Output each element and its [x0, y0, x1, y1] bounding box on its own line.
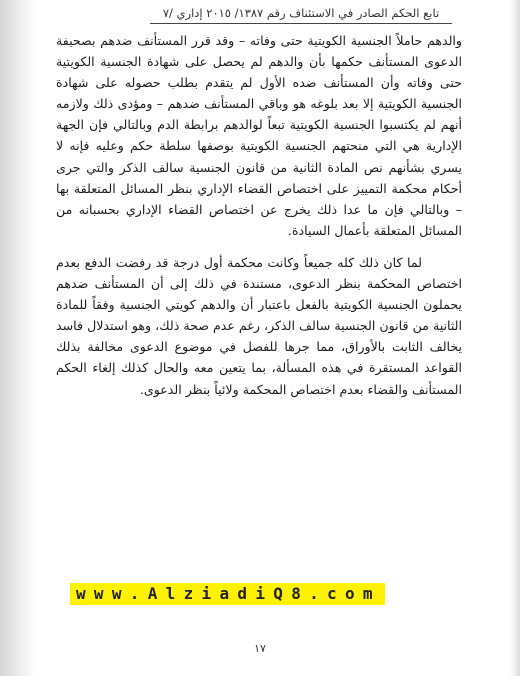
scan-shadow-left	[0, 0, 38, 676]
page-number: ١٧	[254, 642, 266, 655]
scan-shadow-right	[510, 0, 520, 676]
page-header: تابع الحكم الصادر في الاستئناف رقم ١٣٨٧/ ٢٠١٥ إداري /٧	[150, 6, 452, 24]
paragraph-2: لما كان ذلك كله جميعاً وكانت محكمة أول درجة قد رفضت الدفع بعدم اختصاص المحكمة بنظر الدعوى، مستندة في ذلك إلى أن المستأنف ضدهم يحملون الجنسية الكويتية بالفعل باعتبار أن والدهم كويتي الجنسية وفقاً للمادة الثانية من قانون الجنسية سالف الذكر، رغم عدم صحة ذلك، وهو استدلال فاسد يخالف الثابت بالأوراق، مما جرها للفصل في موضوع الدعوى مخالفة بذلك القواعد المستقرة في هذه المسألة، بما يتعين معه والحال كذلك إلغاء الحكم المستأنف والقضاء بعدم اختصاص المحكمة ولائياً بنظر الدعوى.	[56, 254, 462, 397]
paragraph-spacer	[56, 241, 462, 252]
paragraph-1: والدهم حاملاً الجنسية الكويتية حتى وفاته – وقد قرر المستأنف ضدهم بصحيفة الدعوى المستأنف حكمها بأن والدهم لم يحصل على شهادة الجنسية الكويتية حتى وفاته وأن المستأنف ضده الأول لم يتقدم بطلب حصوله على شهادة الجنسية الكويتية إلا بعد بلوغه هو وباقي المستأنف ضدهم – ومؤدى ذلك ولازمه أنهم لم يكتسبوا الجنسية الكويتية تبعاً لوالدهم برابطة الدم وبالتالي فإن الجهة الإدارية هي التي منحتهم الجنسية الكويتية بوصفها سلطة حكم وعليه فإنه لا يسري بشأنهم نص المادة الثانية من قانون الجنسية سالف الذكر والتي جرى أحكام محكمة التمييز على اختصاص القضاء الإداري بنظر المسائل المتعلقة بها – وبالتالي فإن ما عدا ذلك يخرج عن اختصاص القضاء الإداري بحسبانه من المسائل المتعلقة بأعمال السيادة.	[56, 33, 462, 238]
document-body	[56, 30, 462, 400]
website-watermark: www.AlziadiQ8.com	[70, 583, 385, 605]
